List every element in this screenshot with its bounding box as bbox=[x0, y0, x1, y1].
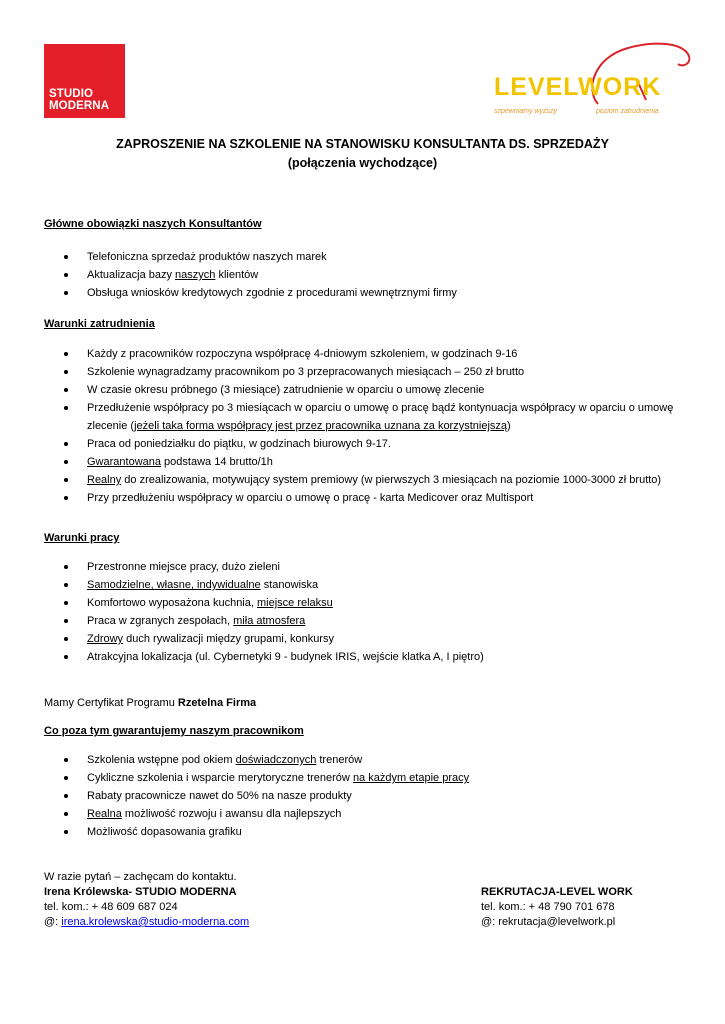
contact-right-name: REKRUTACJA-LEVEL WORK bbox=[481, 886, 633, 898]
list-item: W czasie okresu próbnego (3 miesiące) zatrudnienie w oparciu o umowę zlecenie bbox=[44, 381, 684, 399]
list-item: Atrakcyjna lokalizacja (ul. Cybernetyki 9 - budynek IRIS, wejście klatka A, I piętro) bbox=[44, 648, 684, 666]
item-text: Przedłużenie współpracy po 3 miesiącach w oparciu o umowę o pracę bądź kontynuacja współpracy w oparciu o umowę zlecenie ( bbox=[87, 402, 674, 432]
list-item: Możliwość dopasowania grafiku bbox=[44, 823, 684, 841]
underlined-text: Realna bbox=[87, 808, 122, 820]
list-item bbox=[44, 630, 684, 648]
list-item bbox=[44, 471, 684, 489]
underlined-text: Realny bbox=[87, 474, 122, 486]
certificate-name: Rzetelna Firma bbox=[177, 697, 257, 709]
item-text: stanowiska bbox=[260, 579, 319, 591]
levelwork-logo bbox=[488, 36, 693, 116]
underlined-text: Zdrowy bbox=[87, 633, 124, 645]
underlined-text: Gwarantowana bbox=[87, 456, 161, 468]
list-item: Obsługa wniosków kredytowych zgodnie z procedurami wewnętrznymi firmy bbox=[44, 284, 684, 302]
list-item bbox=[44, 751, 684, 769]
list-item bbox=[44, 594, 684, 612]
list-item: Rabaty pracownicze nawet do 50% na nasze produkty bbox=[44, 787, 684, 805]
list-item: Każdy z pracowników rozpoczyna współpracę 4-dniowym szkoleniem, w godzinach 9-16 bbox=[44, 345, 684, 363]
list-item: Przestronne miejsce pracy, dużo zieleni bbox=[44, 558, 684, 576]
underlined-text: naszych bbox=[175, 269, 216, 281]
contact-left-name: Irena Królewska- STUDIO MODERNA bbox=[44, 886, 237, 898]
underlined-text: miejsce relaksu bbox=[256, 597, 333, 609]
list-item bbox=[44, 576, 684, 594]
employment-heading: Warunki zatrudnienia bbox=[44, 318, 155, 330]
item-text: Aktualizacja bazy bbox=[87, 269, 176, 281]
underlined-text: jeżeli taka forma współpracy jest przez pracownika uznana za korzystniejszą bbox=[134, 420, 508, 432]
work-list bbox=[44, 558, 684, 666]
duties-list bbox=[44, 248, 684, 302]
contact-intro: W razie pytań – zachęcam do kontaktu. bbox=[44, 871, 237, 883]
item-text: Cykliczne szkolenia i wsparcie merytoryczne trenerów bbox=[87, 772, 353, 784]
logo-line: STUDIO bbox=[49, 88, 94, 100]
levelwork-tagline-left: szpewniamy wyższy bbox=[494, 108, 558, 115]
item-text: Komfortowo wyposażona kuchnia, bbox=[87, 597, 257, 609]
list-item bbox=[44, 769, 684, 787]
guarantee-list bbox=[44, 751, 684, 841]
list-item bbox=[44, 266, 684, 284]
list-item bbox=[44, 399, 684, 435]
list-item: Telefoniczna sprzedaż produktów naszych marek bbox=[44, 248, 684, 266]
work-heading: Warunki pracy bbox=[44, 532, 120, 544]
item-text: Praca w zgranych zespołach, bbox=[87, 615, 234, 627]
levelwork-word: LEVELWORK bbox=[494, 73, 662, 101]
underlined-text: na każdym etapie pracy bbox=[352, 772, 470, 784]
item-text: Szkolenia wstępne pod okiem bbox=[87, 754, 236, 766]
item-text: klientów bbox=[215, 269, 259, 281]
email-link[interactable]: irena.krolewska@studio-moderna.com bbox=[61, 916, 250, 928]
certificate-prefix: Mamy Certyfikat Programu bbox=[44, 697, 178, 709]
employment-list bbox=[44, 345, 684, 507]
list-item bbox=[44, 805, 684, 823]
underlined-text: Samodzielne, własne, indywidualne bbox=[87, 579, 261, 591]
list-item: Praca od poniedziałku do piątku, w godzinach biurowych 9-17. bbox=[44, 435, 684, 453]
item-text: trenerów bbox=[316, 754, 363, 766]
underlined-text: doświadczonych bbox=[235, 754, 317, 766]
contact-right-phone: tel. kom.: + 48 790 701 678 bbox=[481, 901, 615, 913]
item-text: podstawa 14 brutto/1h bbox=[161, 456, 273, 468]
studio-moderna-logo bbox=[44, 44, 125, 118]
certificate-line bbox=[44, 696, 256, 710]
levelwork-tagline-right: poziom zatrudnienia bbox=[596, 108, 659, 115]
guarantee-heading: Co poza tym gwarantujemy naszym pracownikom bbox=[44, 725, 304, 737]
page-title: ZAPROSZENIE NA SZKOLENIE NA STANOWISKU KONSULTANTA DS. SPRZEDAŻY bbox=[116, 137, 609, 151]
list-item: Szkolenie wynagradzamy pracownikom po 3 przepracowanych miesiącach – 250 zł brutto bbox=[44, 363, 684, 381]
item-text: duch rywalizacji między grupami, konkursy bbox=[123, 633, 334, 645]
email-prefix: @: bbox=[44, 916, 62, 928]
list-item bbox=[44, 612, 684, 630]
page-subtitle: (połączenia wychodzące) bbox=[287, 156, 438, 170]
underlined-text: miła atmosfera bbox=[233, 615, 306, 627]
item-text: możliwość rozwoju i awansu dla najlepszych bbox=[121, 808, 342, 820]
list-item bbox=[44, 453, 684, 471]
item-text: do zrealizowania, motywujący system premiowy (w pierwszych 3 miesiącach na poziomie 1000-3000 zł brutto) bbox=[121, 474, 662, 486]
contact-left-email-line bbox=[44, 915, 249, 929]
contact-left-phone: tel. kom.: + 48 609 687 024 bbox=[44, 901, 178, 913]
contact-right-email: @: rekrutacja@levelwork.pl bbox=[481, 916, 616, 928]
logo-line: MODERNA bbox=[49, 100, 110, 112]
duties-heading: Główne obowiązki naszych Konsultantów bbox=[44, 218, 262, 230]
item-text: ) bbox=[507, 420, 511, 432]
list-item: Przy przedłużeniu współpracy w oparciu o umowę o pracę - karta Medicover oraz Multisport bbox=[44, 489, 684, 507]
